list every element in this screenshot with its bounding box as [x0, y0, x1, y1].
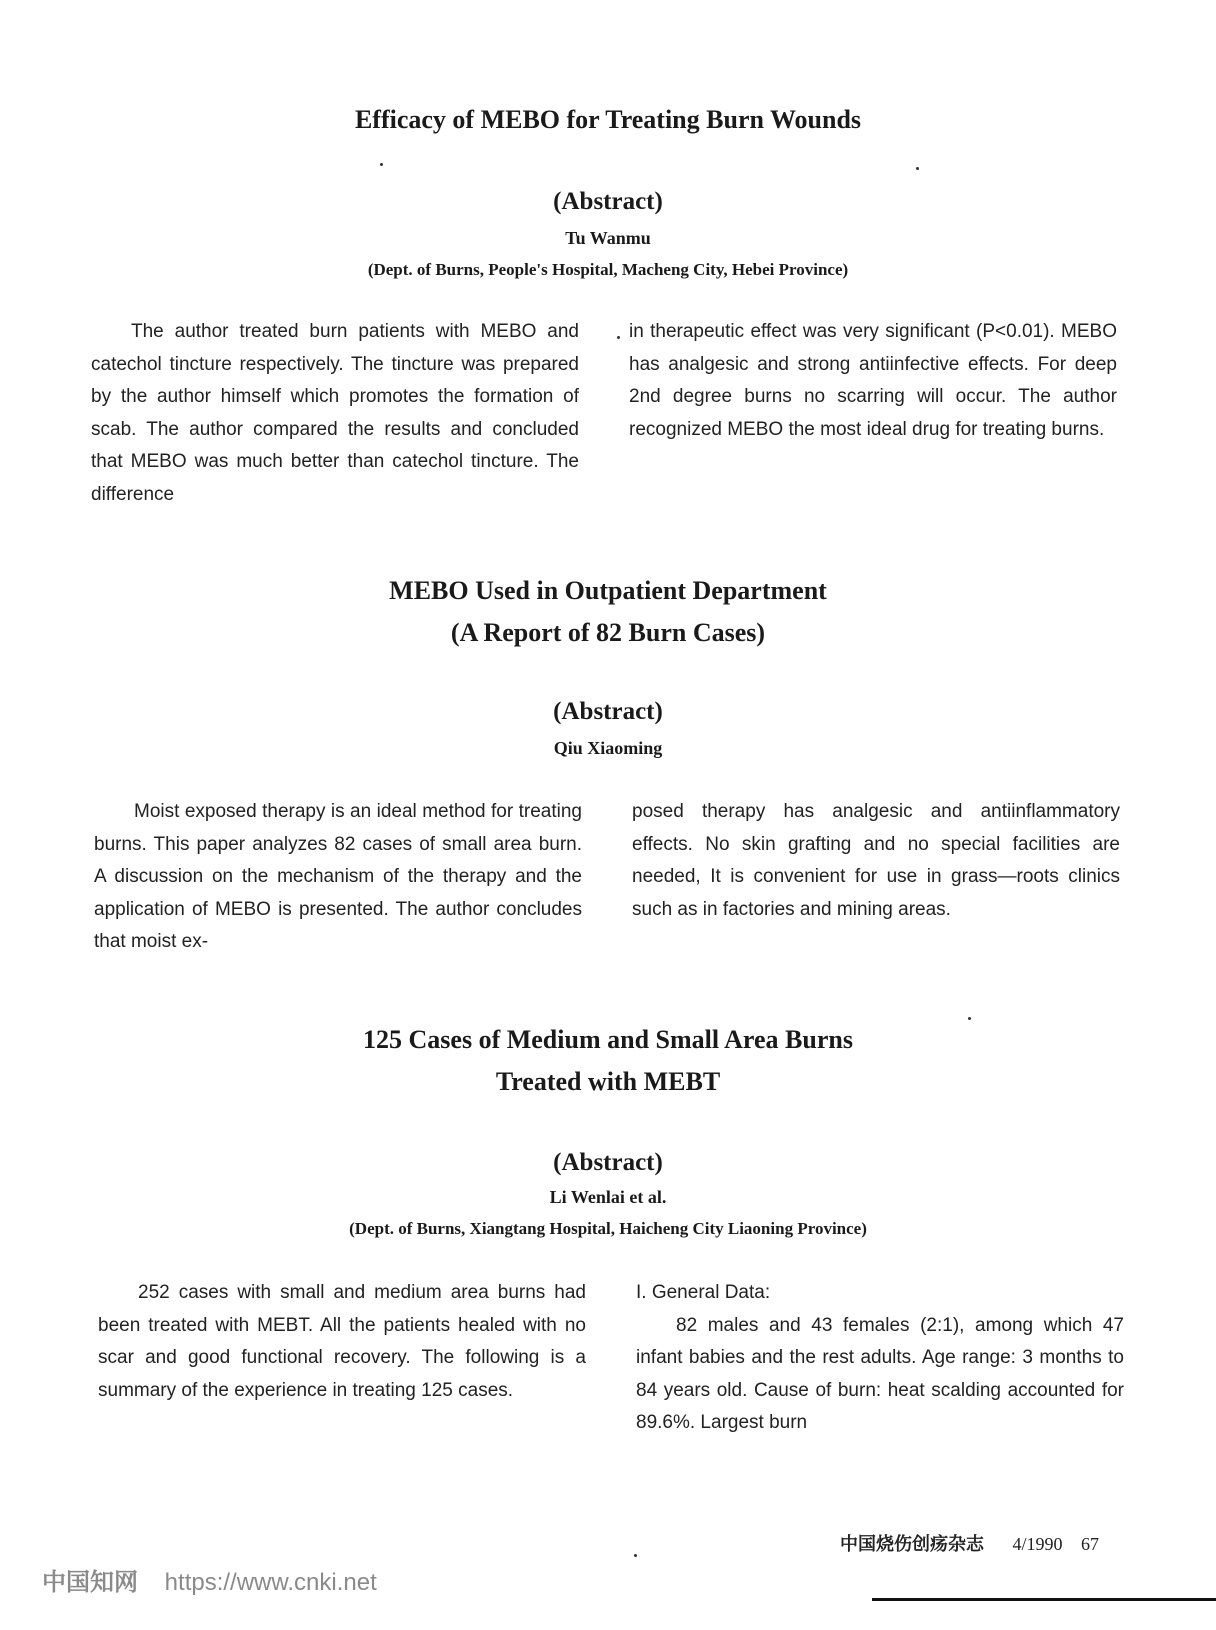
article3-affiliation: (Dept. of Burns, Xiangtang Hospital, Haicheng City Liaoning Province)	[349, 1219, 867, 1238]
issue-number: 4/1990	[1012, 1534, 1063, 1554]
scan-speck	[617, 336, 620, 339]
article1-title: Efficacy of MEBO for Treating Burn Wounds	[354, 105, 862, 134]
article3-title-line2: Treated with MEBT	[495, 1067, 721, 1096]
article3-section-text: 82 males and 43 females (2:1), among which 47 infant babies and the rest adults. Age range: 3 months to 84 years old. Cause of burn: heat scalding accounted for 89.6%. Largest burn	[636, 1314, 1124, 1433]
scan-speck	[380, 163, 383, 166]
article1-abstract-label: (Abstract)	[553, 188, 663, 215]
article1-body-left: The author treated burn patients with MEBO and catechol tincture respectively. The tincture was prepared by the author himself which promotes the formation of scab. The author compared the results and concluded that MEBO was much better than catechol tincture. The difference	[91, 321, 579, 505]
article1-affiliation: (Dept. of Burns, People's Hospital, Macheng City, Hebei Province)	[367, 260, 849, 279]
page-footer	[840, 1530, 1099, 1556]
article3-body-right	[636, 1277, 1124, 1440]
footer-rule	[872, 1598, 1216, 1601]
journal-name: 中国烧伤创疡杂志	[840, 1534, 984, 1554]
article3-author: Li Wenlai et al.	[549, 1187, 667, 1207]
watermark-site-name: 中国知网	[42, 1569, 138, 1596]
article3-section-heading: I. General Data:	[636, 1282, 771, 1303]
cnki-watermark	[42, 1562, 377, 1597]
watermark-url[interactable]: https://www.cnki.net	[164, 1569, 377, 1596]
article3-title-line1: 125 Cases of Medium and Small Area Burns	[363, 1025, 853, 1054]
scan-speck	[916, 167, 919, 170]
article3-body-left: 252 cases with small and medium area burns had been treated with MEBT. All the patients healed with no scar and good functional recovery. The following is a summary of the experience in treating 125 cases.	[98, 1282, 586, 1401]
page-number: 67	[1081, 1534, 1100, 1554]
article1-author: Tu Wanmu	[565, 228, 651, 248]
article2-author: Qiu Xiaoming	[553, 738, 663, 758]
scan-speck	[634, 1554, 637, 1557]
article1-body-right: in therapeutic effect was very significant (P<0.01). MEBO has analgesic and strong antiinfective effects. For deep 2nd degree burns no scarring will occur. The author recognized MEBO the most ideal drug for treating burns.	[629, 321, 1117, 440]
article2-title-line1: MEBO Used in Outpatient Department	[389, 576, 827, 605]
article3-abstract-label: (Abstract)	[553, 1149, 663, 1176]
article2-title-line2: (A Report of 82 Burn Cases)	[450, 618, 766, 647]
scan-speck	[968, 1017, 971, 1020]
article2-body-left: Moist exposed therapy is an ideal method for treating burns. This paper analyzes 82 cases of small area burn. A discussion on the mechanism of the therapy and the application of MEBO is presented. The author concludes that moist ex-	[94, 801, 582, 952]
article2-body-right: posed therapy has analgesic and antiinflammatory effects. No skin grafting and no special facilities are needed, It is convenient for use in grass—roots clinics such as in factories and mining areas.	[632, 801, 1120, 920]
article2-abstract-label: (Abstract)	[553, 698, 663, 725]
